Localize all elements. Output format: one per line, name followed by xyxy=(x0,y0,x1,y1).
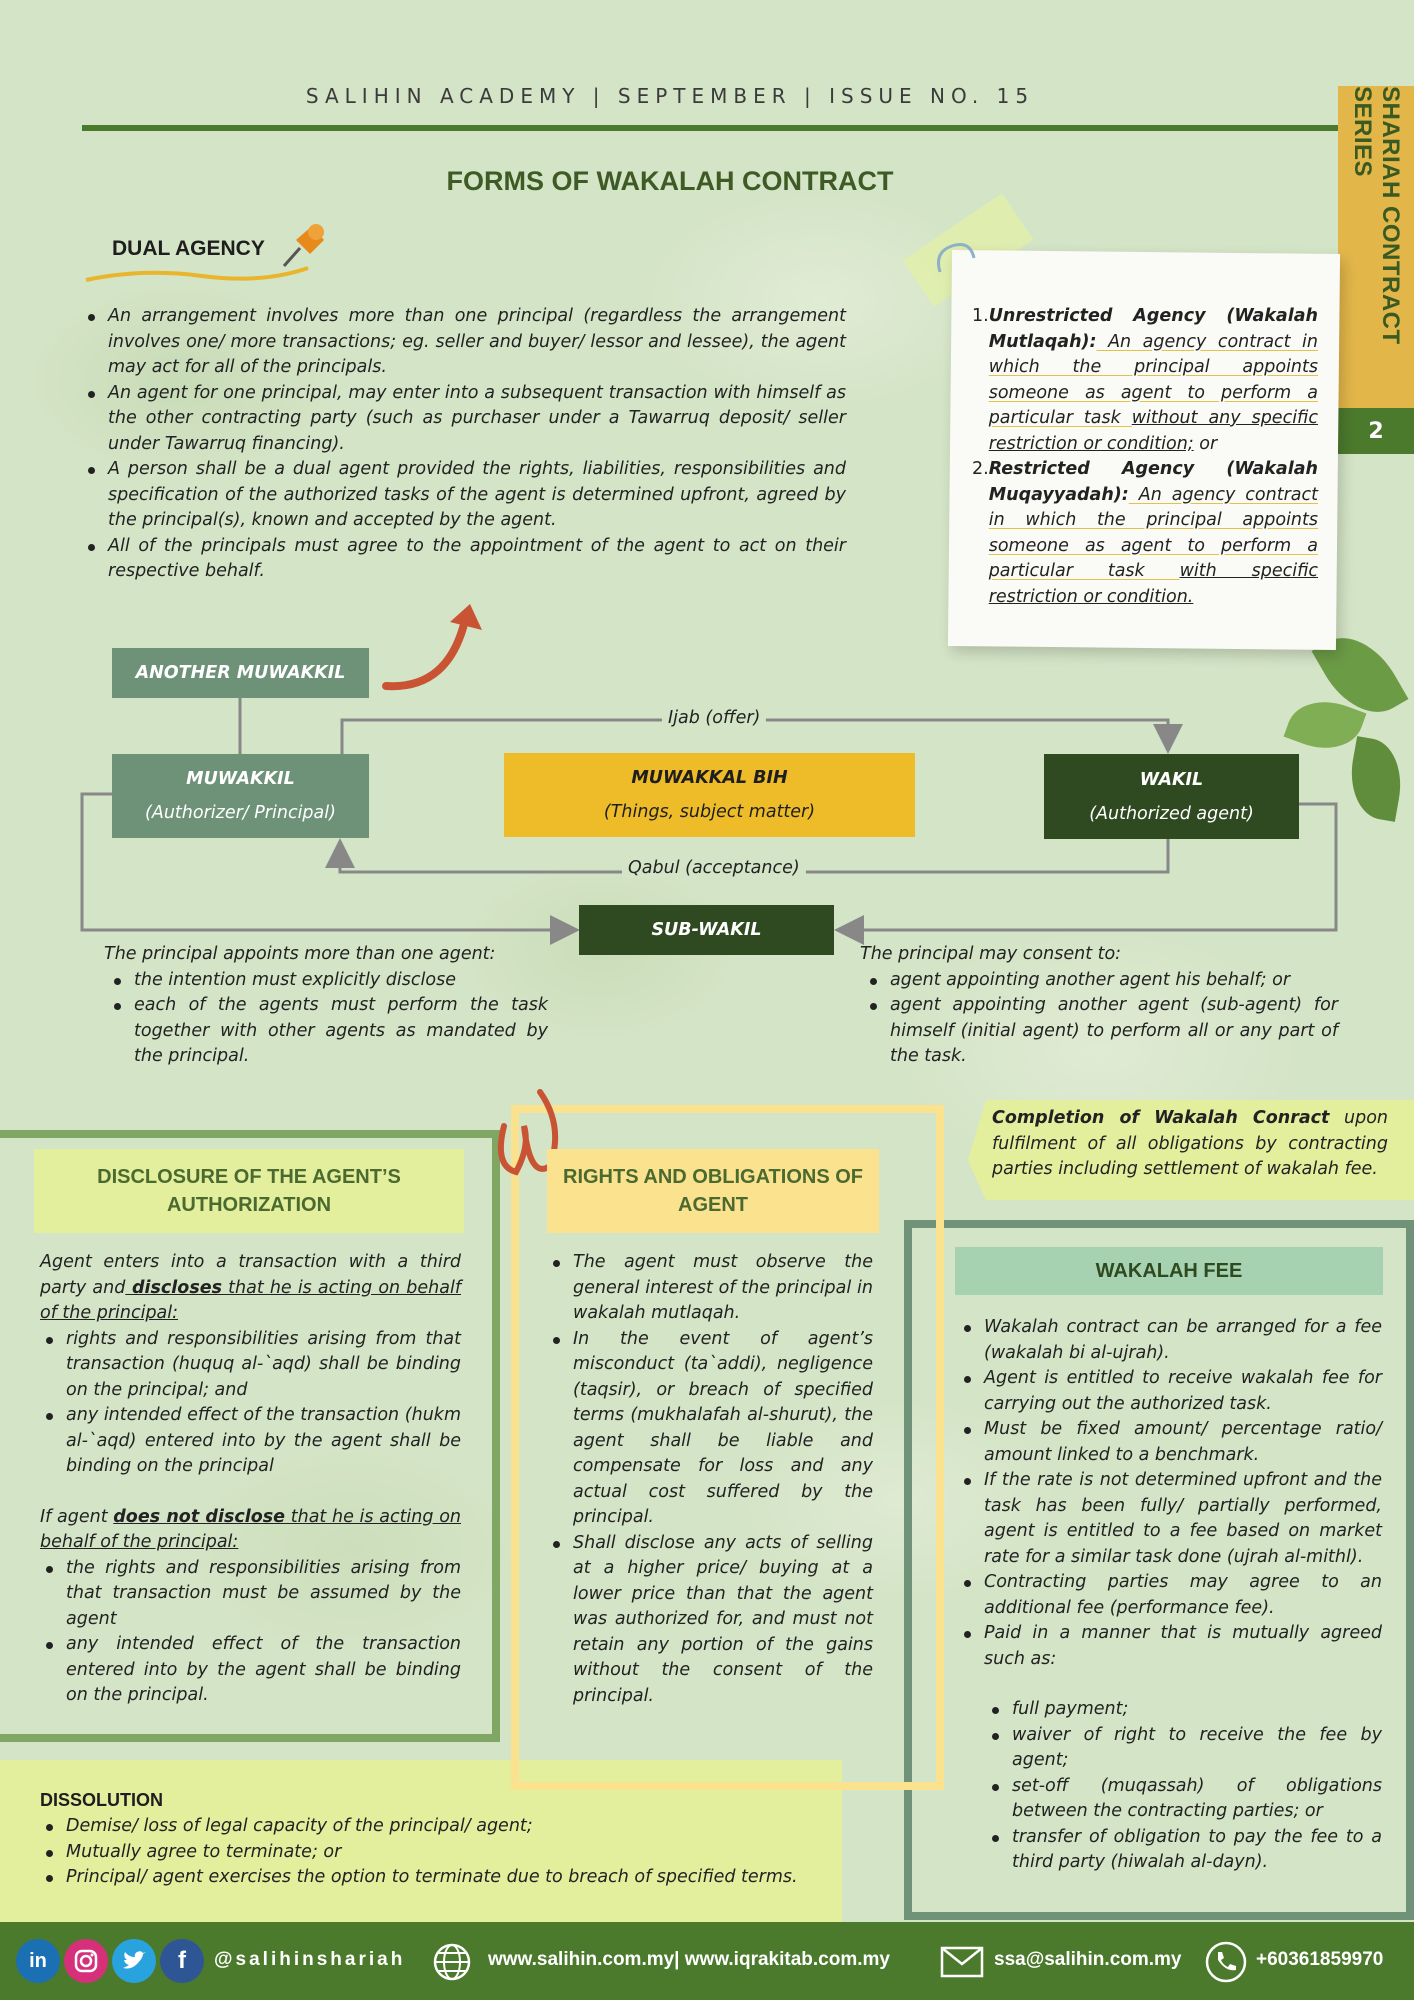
sub-agent-consent-note xyxy=(860,942,1338,1070)
box-title: MUWAKKAL BIH xyxy=(631,768,788,788)
non-disclosure-intro xyxy=(40,1505,461,1556)
box-title: ANOTHER MUWAKKIL xyxy=(135,663,346,683)
text-underlined: that he is acting on behalf of the principal: xyxy=(40,1277,461,1323)
box-subtitle: (Things, subject matter) xyxy=(603,802,816,822)
sub-wakil-box xyxy=(579,905,834,955)
page-number: 2 xyxy=(1338,408,1414,454)
text-underlined: that he is acting on behalf of the principal: xyxy=(40,1506,461,1552)
list-item: set-off (muqassah) of obligations between the contracting parties; or xyxy=(986,1774,1382,1825)
list-item: Must be fixed amount/ percentage ratio/ amount linked to a benchmark. xyxy=(958,1417,1382,1468)
list-item: any intended effect of the transaction entered into by the agent shall be binding on the principal. xyxy=(40,1632,461,1709)
definition-underlined: without any specific restriction or condition; xyxy=(988,408,1318,454)
definition-text: An agency contract in which the principal appoints someone as agent to perform a particular task xyxy=(988,331,1318,428)
list-item: The agent must observe the general interest of the principal in wakalah mutlaqah. xyxy=(547,1250,873,1327)
facebook-icon[interactable]: f xyxy=(160,1939,204,1983)
list-item: the intention must explicitly disclose xyxy=(108,968,548,994)
completion-bold: Completion of Wakalah Conract xyxy=(992,1108,1330,1128)
website-links[interactable]: www.salihin.com.my| www.iqrakitab.com.my xyxy=(488,1949,890,1970)
agency-type-unrestricted xyxy=(972,304,1318,457)
disclosure-content xyxy=(40,1250,461,1709)
list-item: full payment; xyxy=(986,1697,1382,1723)
note-intro: The principal appoints more than one agent: xyxy=(104,944,496,964)
box-title: WAKIL xyxy=(1139,769,1204,790)
list-item: Principal/ agent exercises the option to terminate due to breach of specified terms. xyxy=(40,1865,840,1891)
phone-number[interactable]: +60361859970 xyxy=(1256,1949,1384,1970)
list-item: waiver of right to receive the fee by agent; xyxy=(986,1723,1382,1774)
instagram-icon[interactable] xyxy=(64,1939,108,1983)
rights-heading: RIGHTS AND OBLIGATIONS OF AGENT xyxy=(547,1149,879,1233)
text-bold: discloses xyxy=(125,1277,223,1298)
ijab-label: Ijab (offer) xyxy=(662,708,766,728)
list-item: rights and responsibilities arising from that transaction (huquq al-`aqd) shall be binding on the principal; and xyxy=(40,1327,461,1404)
list-item: Wakalah contract can be arranged for a fee (wakalah bi al-ujrah). xyxy=(958,1315,1382,1366)
dual-agency-heading: DUAL AGENCY xyxy=(112,237,265,260)
box-subtitle: (Authorizer/ Principal) xyxy=(145,803,336,823)
list-item: Contracting parties may agree to an additional fee (performance fee). xyxy=(958,1570,1382,1621)
text-bold: does not disclose xyxy=(113,1506,286,1527)
pin-icon xyxy=(276,218,332,274)
agency-type-restricted xyxy=(972,457,1318,610)
list-item: Paid in a manner that is mutually agreed such as: xyxy=(958,1621,1382,1672)
text-span: Agent enters into a transaction with a third party and xyxy=(40,1252,461,1298)
social-handle[interactable]: @salihinshariah xyxy=(214,1949,406,1970)
email-link[interactable]: ssa@salihin.com.my xyxy=(994,1949,1182,1970)
term-unrestricted: Unrestricted Agency (Wakalah Mutlaqah): xyxy=(988,306,1318,352)
list-item: If the rate is not determined upfront and the task has been fully/ partially performed, agent is entitled to a fee based on market rate for a similar task done (ujrah al-mithl). xyxy=(958,1468,1382,1570)
list-item: A person shall be a dual agent provided the rights, liabilities, responsibilities and specification of the authorized tasks of the agent is determined upfront, agreed by the principal(s), known and accepted by the agent. xyxy=(82,457,846,534)
definition-tail: or xyxy=(1193,433,1218,454)
disclosure-heading: DISCLOSURE OF THE AGENT’S AUTHORIZATION xyxy=(34,1149,464,1233)
list-item: An arrangement involves more than one principal (regardless the arrangement involves one/ more transactions; eg. seller and buyer/ lessor and lessee), the agent may act for all of the principals. xyxy=(82,304,846,381)
list-item: An agent for one principal, may enter into a subsequent transaction with himself as the other contracting party (such as purchaser under a Tawarruq deposit/ seller under Tawarruq financing). xyxy=(82,381,846,458)
list-item: each of the agents must perform the task together with other agents as mandated by the principal. xyxy=(108,993,548,1070)
list-item: agent appointing another agent his behalf; or xyxy=(864,968,1338,994)
paperclip-icon xyxy=(930,232,990,292)
qabul-label: Qabul (acceptance) xyxy=(622,858,806,878)
definition-text: An agency contract in which the principal appoints someone as agent to perform a particular task xyxy=(988,484,1318,581)
linkedin-icon[interactable]: in xyxy=(16,1939,60,1983)
text-span: If agent xyxy=(40,1506,114,1527)
mail-icon xyxy=(940,1946,984,1978)
box-title: SUB-WAKIL xyxy=(651,920,762,940)
completion-text xyxy=(992,1106,1388,1183)
list-item: Mutually agree to terminate; or xyxy=(40,1840,840,1866)
list-item: agent appointing another agent (sub-agent) for himself (initial agent) to perform all or any part of the task. xyxy=(864,993,1338,1070)
series-tab xyxy=(1338,86,1414,408)
list-item: Demise/ loss of legal capacity of the principal/ agent; xyxy=(40,1814,840,1840)
list-item: any intended effect of the transaction (hukm al-`aqd) entered into by the agent shall be binding on the principal xyxy=(40,1403,461,1480)
series-label: SHARIAH CONTRACT SERIES xyxy=(1349,86,1404,345)
globe-icon xyxy=(432,1942,472,1982)
fee-heading: WAKALAH FEE xyxy=(955,1247,1383,1295)
wakil-box xyxy=(1044,754,1299,839)
list-item: In the event of agent’s misconduct (ta`addi), negligence (taqsir), or breach of specified terms (mukhalafah al-shurut), the agent shall be liable and compensate for loss and any actual cost suffered by the principal. xyxy=(547,1327,873,1531)
list-item: transfer of obligation to pay the fee to a third party (hiwalah al-dayn). xyxy=(986,1825,1382,1876)
list-number: 2. xyxy=(972,459,989,479)
phone-icon xyxy=(1204,1940,1248,1984)
completion-body: upon fulfilment of all obligations by contracting parties including settlement of wakalah fee. xyxy=(992,1108,1388,1179)
dissolution-list xyxy=(40,1814,840,1891)
box-title: MUWAKKIL xyxy=(186,769,295,789)
dissolution-heading: DISSOLUTION xyxy=(40,1790,164,1810)
twitter-icon[interactable] xyxy=(112,1939,156,1983)
term-restricted: Restricted Agency (Wakalah Muqayyadah): xyxy=(988,459,1318,505)
agency-types xyxy=(972,304,1318,610)
list-number: 1. xyxy=(972,306,989,326)
dual-agency-list xyxy=(82,304,846,585)
rights-content xyxy=(547,1250,873,1709)
masthead: SALIHIN ACADEMY | SEPTEMBER | ISSUE NO. 15 xyxy=(305,84,1035,108)
muwakkal-bih-box xyxy=(504,753,915,837)
list-item: Agent is entitled to receive wakalah fee for carrying out the authorized task. xyxy=(958,1366,1382,1417)
list-item: Shall disclose any acts of selling at a higher price/ buying at a lower price than that the agent was authorized for, and must not retain any portion of the gains without the consent of the principal. xyxy=(547,1531,873,1710)
fee-content xyxy=(958,1315,1382,1876)
multiple-agents-note xyxy=(104,942,548,1070)
box-subtitle: (Authorized agent) xyxy=(1089,803,1254,824)
disclosure-intro xyxy=(40,1250,461,1327)
page-title: FORMS OF WAKALAH CONTRACT xyxy=(446,166,894,196)
list-item: the rights and responsibilities arising from that transaction must be assumed by the agent xyxy=(40,1556,461,1633)
muwakkil-box xyxy=(112,754,369,838)
note-intro: The principal may consent to: xyxy=(860,944,1122,964)
another-muwakkil-box xyxy=(112,648,369,698)
list-item: All of the principals must agree to the appointment of the agent to act on their respective behalf. xyxy=(82,534,846,585)
definition-underlined: with specific restriction or condition. xyxy=(988,561,1318,607)
header-rule xyxy=(82,125,1344,131)
